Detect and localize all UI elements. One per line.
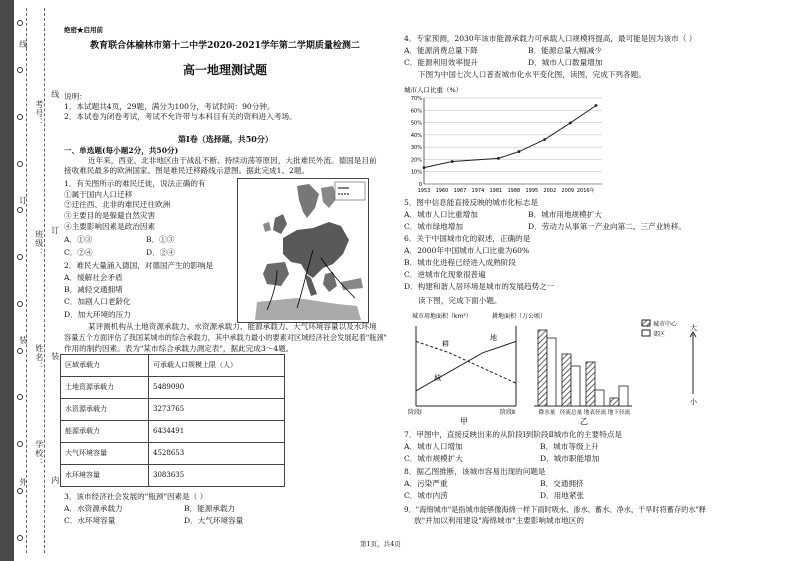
q1-item-4: ④主要影响因素是政治因素 (64, 222, 156, 231)
bar (586, 362, 595, 406)
table-row (61, 399, 285, 421)
yi-x-labels (539, 408, 631, 416)
jia-land-label: 地 (490, 334, 497, 342)
chart-title: 城市人口比重（%） (404, 86, 463, 94)
jia-stage1: 阶段Ⅰ (408, 409, 422, 416)
bar (595, 390, 604, 406)
urbanization-series-line (424, 105, 596, 167)
q3-option-a[interactable]: A．水资源承载力 (64, 504, 123, 513)
jia-title: 甲 (460, 417, 468, 426)
table-row (61, 443, 285, 465)
table-cell: 大气环境容量 (61, 443, 149, 465)
table-row (61, 377, 285, 399)
outer-label-4: 外 (18, 478, 28, 487)
bar (619, 386, 628, 406)
passage1-line2: 接收难民最多的欧洲国家。图是难民迁移路线示意图。据此完成1、2题。 (64, 166, 310, 175)
table-cell: 能源承载力 (61, 421, 149, 443)
urbanization-chart (402, 84, 610, 196)
y-tick-label: 30% (410, 145, 422, 152)
x-tick-label: 1974 (471, 188, 485, 194)
q2-option-a[interactable]: A．缓解社会矛盾 (64, 273, 123, 282)
y-tick-label: 40% (410, 132, 422, 139)
table-cell: 5489090 (149, 377, 285, 399)
data-point (518, 150, 521, 153)
school-name: 教育联合体榆林市第十二中学2020-2021学年第二学期质量检测二 (90, 41, 360, 51)
q1-option-a[interactable]: A．①③ (64, 235, 93, 244)
passage2-line3: 作用的制约因素。表为"某市综合承载力测定表"，据此完成3～4题。 (64, 344, 294, 353)
y-axis-ticks (411, 96, 422, 188)
q1-item-2: ②迁往西、北非的难民迁往欧洲 (64, 200, 171, 209)
data-point (423, 166, 426, 169)
binding-cut-line (26, 8, 27, 553)
binding-margin (0, 0, 60, 561)
q2-option-d[interactable]: D．加大环境的压力 (64, 310, 131, 319)
q1-option-b[interactable]: B．①③ (146, 235, 175, 244)
passage4: 读下图，完成下面小题。 (418, 296, 502, 305)
bar (547, 338, 556, 406)
table-header-cell: 可承载人口规模上限（人） (149, 355, 285, 377)
y-tick-label: 10% (410, 169, 422, 176)
q6-option-d[interactable]: D．构建和谐人居环境是城市的发展趋势之一 (404, 282, 555, 291)
x-tick-label: 1953 (417, 188, 431, 194)
yi-axis-bottom: 小 (690, 398, 697, 406)
q5-option-b[interactable]: B．城市用地规模扩大 (528, 210, 602, 219)
jia-city-label: 城 (434, 374, 441, 382)
data-point (569, 122, 572, 125)
y-tick-label: 0 (418, 182, 422, 188)
x-tick-label: 1981 (489, 188, 503, 194)
table-row (61, 421, 285, 443)
table-cell: 水资源承载力 (61, 399, 149, 421)
table-header-row (61, 355, 285, 377)
inner-label-2: 订 (50, 226, 60, 235)
q7-option-a[interactable]: A．城市人口增加 (404, 442, 463, 451)
q1-item-1: ①属于国内人口迁移 (64, 190, 133, 199)
x-tick-label: 2002 (543, 188, 557, 194)
x-tick-label: 1967 (453, 188, 467, 194)
q1-option-d[interactable]: D．②④ (146, 248, 175, 257)
q4-option-d[interactable]: D．城市人口数量增加 (528, 58, 603, 67)
q6-stem: 6．关于中国城市化的叙述，正确的是 (404, 234, 531, 243)
q5-option-a[interactable]: A．城市人口比重增加 (404, 210, 478, 219)
q2-option-b[interactable]: B．减轻交通拥堵 (64, 285, 123, 294)
q8-stem: 8．据乙图推断，该城市容易出现的问题是 (404, 467, 546, 476)
x-axis-ticks (418, 187, 595, 194)
page-footer: 第1页，共4页 (360, 540, 401, 548)
q4-option-b[interactable]: B．能源总量大幅减少 (528, 46, 602, 55)
jia-stage2: 阶段Ⅱ (500, 409, 515, 416)
outer-label-1: 线 (18, 40, 28, 49)
bar (610, 398, 619, 406)
binding-holes (15, 0, 24, 561)
q8-option-b[interactable]: B．交通拥挤 (540, 479, 584, 488)
q5-option-d[interactable]: D．劳动力从事第一产业向第二、三产业转移。 (528, 222, 686, 231)
yi-legend-suburb: 郊区 (653, 331, 666, 338)
x-category-label: 降水量 (538, 410, 556, 416)
yi-legend-swatch-city (642, 320, 650, 326)
passage3: 下图为中国七次人口普查城市化水平变化图，读图，完成下列各题。 (418, 70, 646, 79)
chart-grid (424, 98, 602, 184)
q3-stem: 3．该市经济社会发展的"瓶颈"因素是（ ） (64, 492, 208, 501)
field-name: 姓名： (34, 344, 44, 371)
table-header-cell: 区域承载力 (61, 355, 149, 377)
q5-option-c[interactable]: C．城市绿地增加 (404, 222, 463, 231)
q6-option-c[interactable]: C．逆城市化现象很普遍 (404, 270, 486, 279)
q4-stem: 4．专家预测，2030年该市能源承载力可承载人口规模将提高，最可能是因为该市（ ） (404, 34, 697, 43)
jia-left-axis-label: 城市用地面积（km²） (412, 313, 472, 320)
yi-bars (538, 330, 628, 406)
yi-title: 乙 (580, 417, 588, 426)
table-cell: 土地资源承载力 (61, 377, 149, 399)
table-cell: 水环境容量 (61, 465, 149, 487)
yi-axis-top: 大 (690, 324, 697, 332)
jia-series-city (416, 341, 516, 390)
q9-stem-line1: 9．"海绵城市"是指城市能够像海绵一样下雨时吸水、渗水、蓄水、净水，干旱时将蓄存的水"释 (404, 505, 706, 514)
page-title: 高一地理测试题 (182, 63, 267, 77)
table-cell: 3083635 (149, 465, 285, 487)
bar (562, 354, 571, 406)
q7-stem: 7．甲图中，直接反映出来的从阶段Ⅰ到阶段Ⅱ城市化的主要特点是 (404, 430, 623, 439)
y-tick-label: 50% (410, 120, 422, 127)
q8-option-c[interactable]: C．城市内涝 (404, 491, 448, 500)
field-exam-no: 考号： (34, 100, 44, 127)
passage2-line1: 某评测机构从土地资源承载力、水资源承载力、能源承载力、大气环境容量以及水环境 (88, 322, 377, 331)
q3-option-d[interactable]: D．大气环境容量 (184, 516, 244, 525)
x-category-label: 径流总量 (559, 410, 583, 416)
q8-option-d[interactable]: D．用地紧张 (540, 491, 585, 500)
x-tick-label: 1988 (507, 188, 521, 194)
y-tick-label: 70% (410, 96, 422, 102)
bar (538, 330, 547, 406)
bar (571, 366, 580, 406)
inner-label-4: 内 (50, 476, 60, 485)
field-class: 班级： (34, 230, 44, 257)
q6-option-a[interactable]: A．2000年中国城市人口比重为60% (404, 246, 530, 255)
q4-option-a[interactable]: A．能源消费总量下降 (404, 46, 478, 55)
yi-legend-city: 城市中心 (653, 321, 678, 328)
field-school: 学校： (34, 440, 44, 467)
inner-label-3: 装 (50, 352, 60, 361)
x-tick-label: 1995 (525, 188, 539, 194)
note-1: 1．本试题共4页，29题，满分为100分，考试时间：90分钟。 (64, 102, 275, 111)
q7-option-b[interactable]: B．城市等级上升 (540, 442, 599, 451)
table-row (61, 465, 285, 487)
table-cell: 6434491 (149, 421, 285, 443)
q1-option-c[interactable]: C．②④ (64, 248, 93, 257)
passage1-line1: 近年来，西亚、北非地区由于战乱不断、持续动荡等原因，大批难民外流。德国是目前 (88, 156, 377, 165)
q3-option-c[interactable]: C．水环境容量 (64, 516, 116, 525)
q1-item-3: ③主要目的是躲避自然灾害 (64, 211, 156, 220)
data-point (451, 160, 454, 163)
binding-inner-line (44, 8, 45, 553)
part1-heading: 第Ⅰ卷（选择题，共50分） (178, 134, 273, 144)
y-tick-label: 20% (410, 157, 422, 164)
chart-yi (532, 310, 700, 426)
data-point (543, 138, 546, 141)
note-2: 2．本试卷为闭卷考试，考试不允许带与本科目有关的资料进入考场。 (64, 112, 297, 121)
y-tick-label: 60% (410, 108, 422, 115)
q7-option-d[interactable]: D．城市职能增加 (540, 454, 600, 463)
q7-option-c[interactable]: C．城市规模扩大 (404, 454, 463, 463)
section-heading: 一、单选题(每小题2分，共50分) (64, 146, 179, 155)
binding-band (0, 0, 14, 561)
data-point (595, 104, 598, 107)
x-tick-label: 1960 (435, 188, 449, 194)
q2-stem: 2．难民大量涌入德国，对德国产生的影响是 (64, 261, 214, 270)
x-tick-label: 2009 (561, 188, 575, 194)
q8-option-a[interactable]: A．污染严重 (404, 479, 448, 488)
outer-label-3: 装 (18, 336, 28, 345)
q4-option-c[interactable]: C．能源利用效率提升 (404, 58, 479, 67)
jia-right-axis-label: 耕地面积（万公顷） (492, 313, 547, 320)
q9-stem-line2: 放"并加以利用建设"海绵城市"主要影响城市地区的 (414, 516, 584, 525)
inner-label-1: 线 (50, 90, 60, 99)
capacity-table (60, 354, 285, 487)
notes-label: 说明： (64, 92, 87, 101)
europe-refugee-map (237, 178, 369, 323)
q1-stem: 1．有关图所示的难民迁徙，说法正确的有 (64, 179, 206, 188)
data-point (497, 157, 500, 160)
jia-farm-label: 耕 (442, 340, 449, 348)
yi-legend-swatch-suburb (642, 330, 650, 336)
x-category-label: 地下径流 (607, 410, 631, 416)
passage2-line2: 容量五个方面评估了我国某城市的综合承载力，其中承载力最小的要素对区域经济社会发展起着"瓶颈" (64, 333, 387, 342)
x-tick-label: 2016年 (576, 188, 595, 194)
q3-option-b[interactable]: B．能源承载力 (184, 504, 236, 513)
map-legend (335, 182, 365, 200)
q6-option-b[interactable]: B．城市化进程已经进入成熟阶段 (404, 258, 516, 267)
secret-mark: 绝密★启用前 (64, 26, 103, 34)
outer-label-2: 订 (18, 196, 28, 205)
table-cell: 4528653 (149, 443, 285, 465)
table-cell: 3273765 (149, 399, 285, 421)
q5-stem: 5．图中信息能直接反映的城市化标志是 (404, 198, 538, 207)
x-category-label: 地表径流 (583, 410, 607, 416)
q2-option-c[interactable]: C．加剧人口老龄化 (64, 297, 131, 306)
